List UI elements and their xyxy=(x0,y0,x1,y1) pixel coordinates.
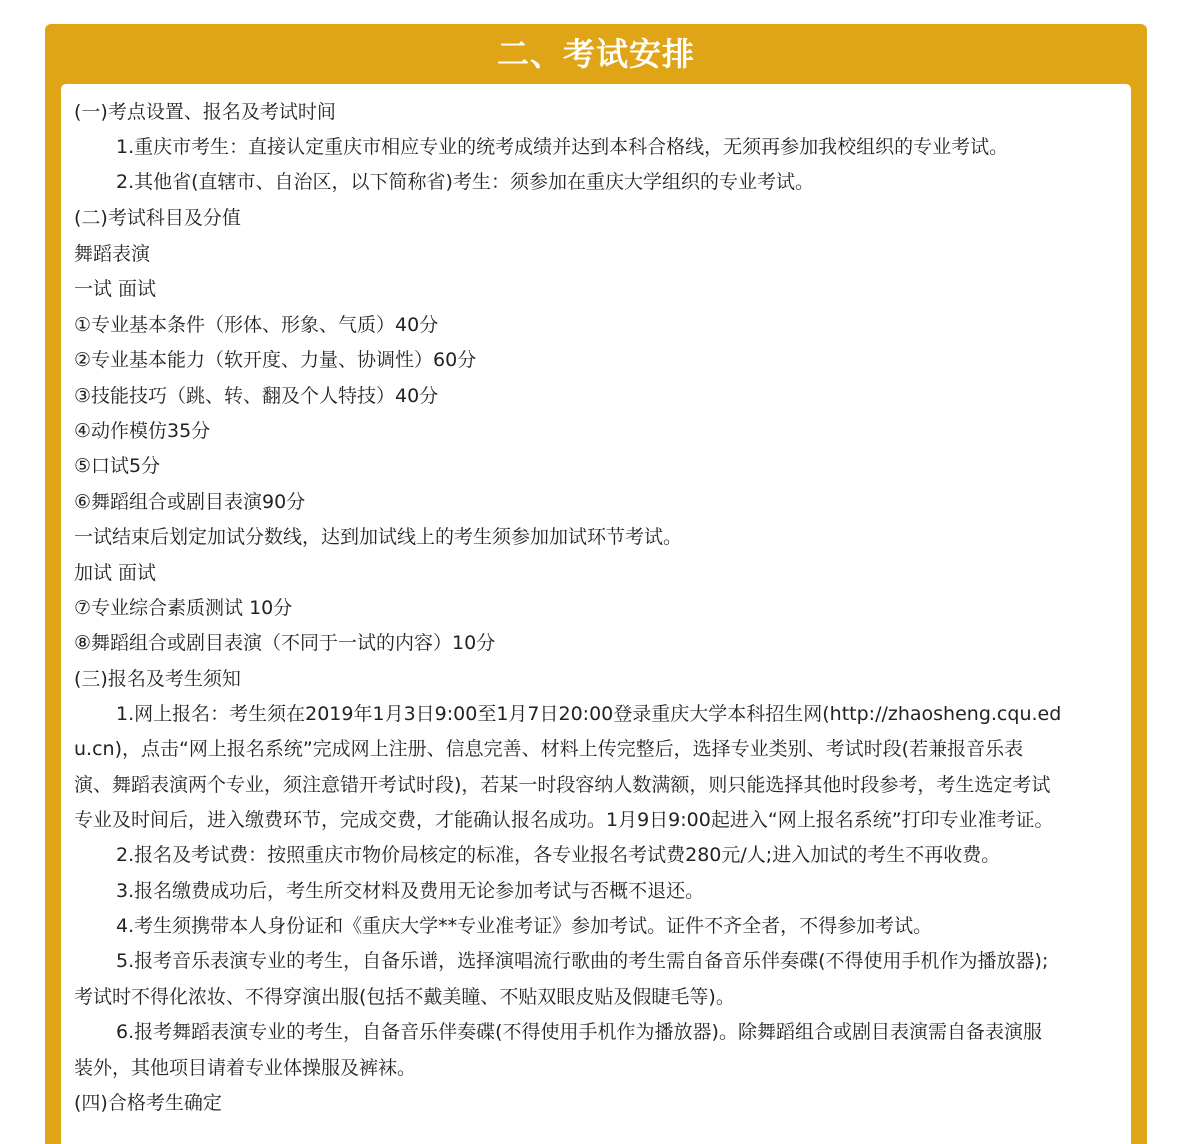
first-round-label: 一试 面试 xyxy=(74,278,157,300)
section-title: 二、考试安排 xyxy=(496,35,695,73)
score-item-1: ①专业基本条件（形体、形象、气质）40分 xyxy=(74,314,439,336)
online-registration-line-2: u.cn)，点击“网上报名系统”完成网上注册、信息完善、材料上传完整后，选择专业类别、考试时段(若兼报音乐表 xyxy=(74,738,1024,760)
subheading-exam-sites: (一)考点设置、报名及考试时间 xyxy=(74,101,336,123)
music-major-note-line-2: 考试时不得化浓妆、不得穿演出服(包括不戴美瞳、不贴双眼皮贴及假睫毛等)。 xyxy=(74,986,735,1008)
cutoff-note: 一试结束后划定加试分数线，达到加试线上的考生须参加加试环节考试。 xyxy=(74,526,683,548)
dance-major-note-line-1: 6.报考舞蹈表演专业的考生，自备音乐伴奏碟(不得使用手机作为播放器)。除舞蹈组合或剧目表演需自备表演服 xyxy=(116,1021,1042,1043)
subheading-qualified-candidates: (四)合格考生确定 xyxy=(74,1092,222,1114)
online-registration-line-3: 演、舞蹈表演两个专业，须注意错开考试时段)，若某一时段容纳人数满额，则只能选择其他时段参考，考生选定考试 xyxy=(74,774,1051,796)
paragraph-other-provinces: 2.其他省(直辖市、自治区，以下简称省)考生：须参加在重庆大学组织的专业考试。 xyxy=(116,171,814,193)
score-item-4: ④动作模仿35分 xyxy=(74,420,211,442)
online-registration-line-4: 专业及时间后，进入缴费环节，完成交费，才能确认报名成功。1月9日9:00起进入“网上报名系统”打印专业准考证。 xyxy=(74,809,1054,831)
subheading-exam-subjects: (二)考试科目及分值 xyxy=(74,207,241,229)
registration-fee: 2.报名及考试费：按照重庆市物价局核定的标准，各专业报名考试费280元/人;进入加试的考生不再收费。 xyxy=(116,844,1001,866)
score-item-8: ⑧舞蹈组合或剧目表演（不同于一试的内容）10分 xyxy=(74,632,496,654)
extra-round-label: 加试 面试 xyxy=(74,562,157,584)
subheading-registration: (三)报名及考生须知 xyxy=(74,668,241,690)
major-name: 舞蹈表演 xyxy=(74,243,151,265)
no-refund-note: 3.报名缴费成功后，考生所交材料及费用无论参加考试与否概不退还。 xyxy=(116,880,705,902)
id-requirement: 4.考生须携带本人身份证和《重庆大学**专业准考证》参加考试。证件不齐全者，不得参加考试。 xyxy=(116,915,933,937)
score-item-3: ③技能技巧（跳、转、翻及个人特技）40分 xyxy=(74,385,439,407)
content-box xyxy=(61,84,1131,1144)
music-major-note-line-1: 5.报考音乐表演专业的考生，自备乐谱，选择演唱流行歌曲的考生需自备音乐伴奏碟(不得使用手机作为播放器); xyxy=(116,950,1049,972)
paragraph-chongqing-candidates: 1.重庆市考生：直接认定重庆市相应专业的统考成绩并达到本科合格线，无须再参加我校组织的专业考试。 xyxy=(116,136,1009,158)
online-registration-line-1: 1.网上报名：考生须在2019年1月3日9:00至1月7日20:00登录重庆大学本科招生网(http://zhaosheng.cqu.ed xyxy=(116,703,1062,725)
score-item-7: ⑦专业综合素质测试 10分 xyxy=(74,597,293,619)
dance-major-note-line-2: 装外，其他项目请着专业体操服及裤袜。 xyxy=(74,1057,417,1079)
score-item-5: ⑤口试5分 xyxy=(74,455,161,477)
score-item-6: ⑥舞蹈组合或剧目表演90分 xyxy=(74,491,306,513)
exam-arrangement-panel xyxy=(45,24,1147,1144)
score-item-2: ②专业基本能力（软开度、力量、协调性）60分 xyxy=(74,349,477,371)
